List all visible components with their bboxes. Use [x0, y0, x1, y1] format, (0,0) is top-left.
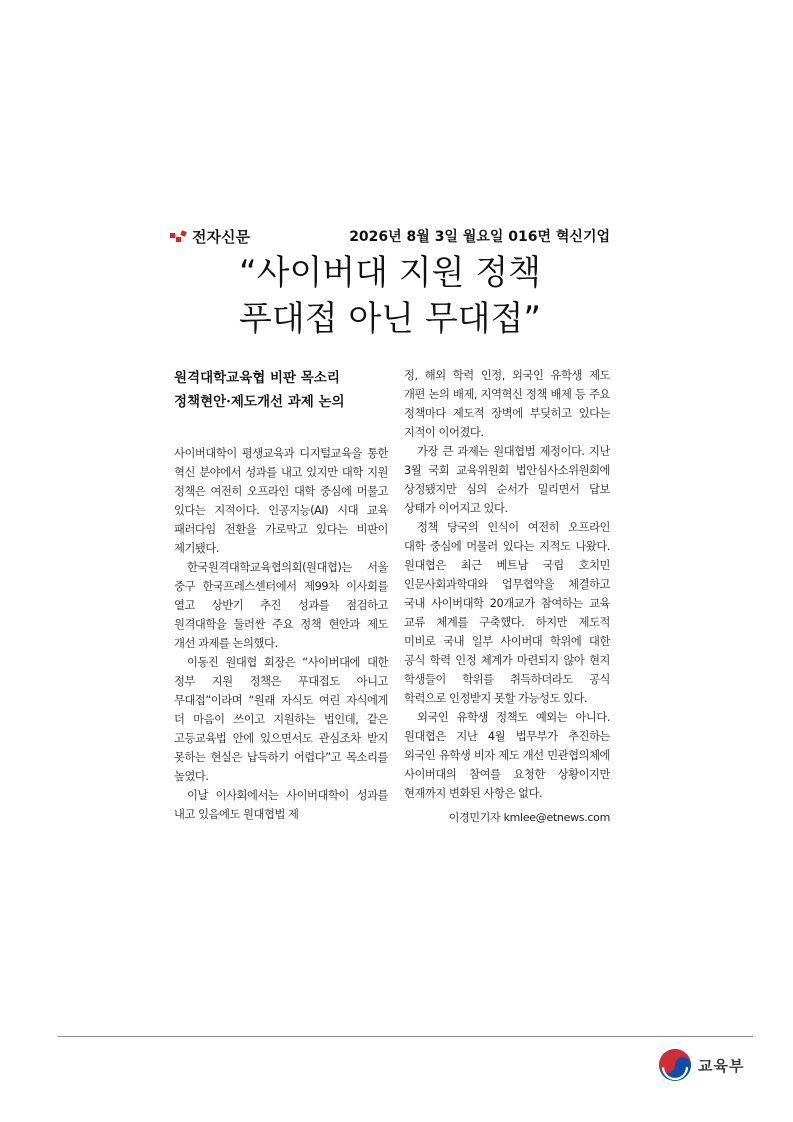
subheadline-line-2: 정책현안·제도개선 과제 논의 [174, 394, 345, 410]
article-byline: 이경민기자 kmlee@etnews.com [448, 811, 610, 824]
article-paragraph: 가장 큰 과제는 원대협법 제정이다. 지난 3월 국회 교육위원회 법안심사소위원회에 상정됐지만 심의 순서가 밀리면서 답보 상태가 이어지고 있다. [404, 445, 610, 515]
article-headline [170, 250, 610, 342]
subheadline-line-1: 원격대학교육협 비판 목소리 [174, 370, 340, 386]
ministry-logo [658, 1048, 744, 1082]
etnews-logo-icon [170, 230, 188, 244]
masthead [170, 226, 610, 248]
article-paragraph: 정책 당국의 인식이 여전히 오프라인 대학 중심에 머물러 있다는 지적도 나왔다. 원대협은 최근 베트남 국립 호치민 인문사회과학대와 업무협약을 체결하고 국내 사이버대학 20개교가 참여하는 교육 교류 체계를 구축했다. 하지만 제도적 미비로 국내 일부 사이버대 학위에 대한 공식 학력 인정 체계가 마련되지 않아 현지 학생들이 학위를 취득하더라도 공식 학력으로 인정받지 못할 가능성도 있다. [404, 521, 610, 705]
article-column-left [174, 366, 388, 824]
ministry-name: 교육부 [698, 1056, 745, 1075]
taegeuk-emblem-icon [658, 1048, 692, 1082]
footer-divider [58, 1036, 753, 1037]
article-paragraph: 외국인 유학생 정책도 예외는 아니다. 원대협은 지난 4월 법무부가 추진하는 외국인 유학생 비자 제도 개선 민관협의체에 사이버대의 참여를 요청한 상황이지만 현재까지 변화된 사항은 없다. [404, 711, 610, 800]
article-paragraph: 이날 이사회에서는 사이버대학이 성과를 내고 있음에도 원대협법 제 [174, 789, 388, 821]
article-paragraph: 사이버대학이 평생교육과 디지털교육을 통한 혁신 분야에서 성과를 내고 있지만 대학 지원 정책은 여전히 오프라인 대학 중심에 머물고 있다는 지적이다. 인공지능(AI) 시대 교육 패러다임 전환을 가로막고 있다는 비판이 제기됐다. [174, 447, 388, 555]
article-subheadline [174, 366, 388, 414]
article-column-right [404, 366, 610, 825]
newspaper-logo [170, 226, 250, 247]
newspaper-name: 전자신문 [192, 228, 250, 246]
article-paragraph: 이동진 원대협 회장은 “사이버대에 대한 정부 지원 정책은 푸대접도 아니고 무대접”이라며 “원래 자식도 여린 자식에게 더 마음이 쓰이고 지원하는 법인데, 같은 고등교육법 안에 있으면서도 관심조차 받지 못하는 현실은 납득하기 어렵다”고 목소리를 높였다. [174, 656, 388, 783]
issue-info: 2026년 8월 3일 월요일 016면 혁신기업 [349, 229, 610, 245]
headline-line-1: “사이버대 지원 정책 [239, 253, 541, 293]
headline-line-2: 푸대접 아닌 무대접” [239, 299, 541, 339]
article-paragraph: 정, 해외 학력 인정, 외국인 유학생 제도 개편 논의 배제, 지역혁신 정책 배제 등 주요 정책마다 제도적 장벽에 부딪히고 있다는 지적이 이어졌다. [404, 369, 610, 439]
article-paragraph: 한국원격대학교육협의회(원대협)는 서울 중구 한국프레스센터에서 제99차 이사회를 열고 상반기 추진 성과를 점검하고 원격대학을 둘러싼 주요 정책 현안과 제도 개선 과제를 논의했다. [174, 561, 388, 650]
